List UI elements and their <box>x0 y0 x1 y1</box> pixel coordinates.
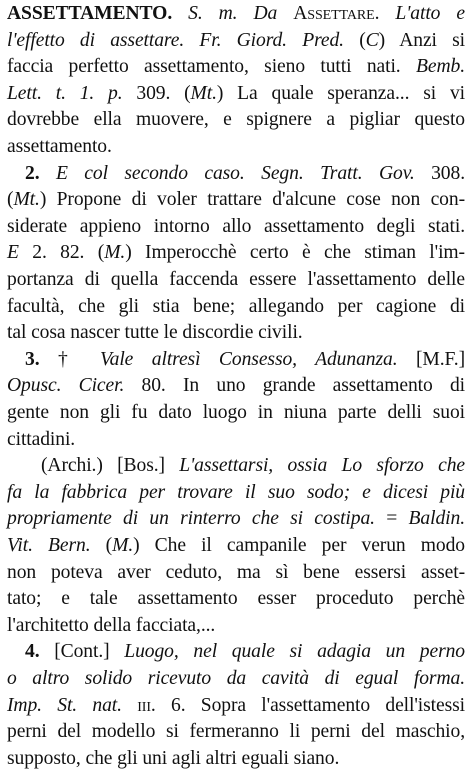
entry-text-segment: ) Che il campanile per verun modo <box>133 535 465 556</box>
entry-text-segment: 4. <box>25 641 55 663</box>
entry-text-segment: tal cosa nascer tutte le discordie civili. <box>7 322 303 344</box>
entry-text-segment: perni del modello si fermeranno li perni del maschio, <box>7 721 465 743</box>
entry-line <box>25 639 465 665</box>
entry-line <box>7 719 465 745</box>
entry-text-segment: iii <box>137 694 151 716</box>
entry-text-segment: [Cont.] <box>54 641 125 663</box>
entry-line <box>7 54 465 80</box>
entry-text-segment: ( <box>343 29 366 51</box>
entry-line <box>7 187 465 213</box>
entry-text-segment <box>122 695 137 716</box>
entry-line <box>7 613 215 639</box>
entry-text-segment: L'assettarsi, ossia Lo sforzo che <box>179 455 465 477</box>
entry-line <box>7 81 465 107</box>
entry-text-segment: faccia perfetto assettamento, sieno tutti nati. <box>7 56 416 78</box>
entry-text-segment: 80. In uno grande assettamento di <box>124 375 465 397</box>
entry-line <box>7 294 465 320</box>
entry-text-segment: ( <box>7 189 14 211</box>
entry-text-segment: S. m. Da <box>172 3 294 24</box>
entry-text-segment: ) La quale speranza... si vi <box>216 82 465 104</box>
entry-text-segment: 2. 82. ( <box>18 242 105 264</box>
entry-text-segment: ( <box>90 535 113 556</box>
entry-line <box>7 746 339 772</box>
entry-text-segment: ) Propone di voler trattare d'alcune cose non con- <box>39 189 465 211</box>
entry-text-segment: cittadini. <box>7 428 76 450</box>
entry-line <box>7 1 465 27</box>
entry-text-segment: l'effetto di assettare. Fr. Giord. Pred. <box>7 29 344 51</box>
entry-text-segment: supposto, che gli uni agli altri eguali siano. <box>7 747 340 769</box>
entry-line <box>7 666 465 692</box>
entry-text-segment: 3. <box>25 348 59 370</box>
entry-text-segment: [M.F.] <box>397 348 466 370</box>
entry-text-segment: Vale altresì Consesso, Adunanza. <box>99 348 398 370</box>
entry-line <box>7 267 465 293</box>
entry-line <box>7 560 465 586</box>
entry-text-segment: tato; e tale assettamento esser proceduto perchè <box>7 588 465 610</box>
entry-line <box>7 586 465 612</box>
entry-text-segment: l'architetto della facciata,... <box>7 614 216 636</box>
entry-text-segment: facultà, che gli stia bene; allegando per cagione di <box>7 295 465 317</box>
entry-text-segment: = <box>374 508 409 530</box>
entry-text-segment: 309. ( <box>122 82 191 104</box>
entry-line <box>7 480 465 506</box>
entry-text-segment: siderate appieno intorno allo assettamento degli stati. <box>7 215 465 237</box>
entry-text-segment: Mt. <box>190 82 217 104</box>
entry-line <box>7 28 465 54</box>
entry-text-segment: . 6. Sopra l'assettamento dell'istessi <box>150 694 465 716</box>
entry-text-segment: ) Imperocchè certo è che stiman l'im- <box>125 242 465 264</box>
entry-text-segment: Lett. t. 1. p. <box>7 82 123 104</box>
entry-line <box>7 400 465 426</box>
entry-line <box>7 533 465 559</box>
entry-text-segment: ASSETTAMENTO. <box>7 3 173 24</box>
entry-text-segment: E <box>7 242 19 264</box>
entry-text-segment: Mt. <box>13 189 40 211</box>
entry-line <box>7 240 465 266</box>
entry-text-segment: Baldin. <box>408 508 465 530</box>
entry-text-segment: ) Anzi si <box>378 29 465 51</box>
entry-text-segment: o altro solido ricevuto da cavità di egual forma. <box>7 668 465 689</box>
entry-text-segment: fa la fabbrica per trovare il suo sodo; e dicesi più <box>7 481 465 503</box>
entry-text-segment: † <box>58 348 100 370</box>
entry-text-segment: (Archi.) [Bos.] <box>41 455 180 477</box>
entry-line <box>7 320 303 346</box>
entry-line <box>7 506 465 532</box>
entry-text-segment: Opusc. Cicer. <box>7 375 125 397</box>
entry-text-segment: C <box>365 29 379 51</box>
entry-text-segment: assettamento. <box>7 136 112 157</box>
entry-text-segment: E col secondo caso. Segn. Tratt. Gov. <box>55 162 415 184</box>
entry-text-segment: non poteva aver ceduto, ma sì bene essersi asset- <box>7 561 465 583</box>
entry-line <box>41 453 465 479</box>
entry-line <box>25 347 465 373</box>
entry-text-segment: propriamente di un rinterro che si costipa. <box>7 508 375 530</box>
entry-text-segment: M. <box>112 535 134 556</box>
entry-text-segment: Bemb. <box>415 56 465 78</box>
entry-text-segment: Vit. Bern. <box>7 535 91 556</box>
entry-text-segment: Imp. St. nat. <box>7 694 122 716</box>
entry-text-segment: L'atto e <box>395 3 465 24</box>
entry-line <box>7 214 465 240</box>
entry-line <box>7 134 112 160</box>
entry-line <box>7 427 75 453</box>
entry-line <box>25 161 465 187</box>
entry-text-segment: . <box>374 3 396 24</box>
entry-text-segment: Assettare <box>293 3 375 24</box>
entry-text-segment: 2. <box>25 162 56 184</box>
entry-line <box>7 373 465 399</box>
entry-line <box>7 693 465 719</box>
entry-text-segment: 308. <box>414 162 466 184</box>
entry-text-segment: portanza di quella faccenda essere l'assettamento delle <box>7 269 465 290</box>
entry-text-segment: M. <box>104 242 126 264</box>
entry-text-segment: Luogo, nel quale si adagia un perno <box>124 641 465 663</box>
entry-text-segment: gente non gli fu dato luogo in niuna parte delli suoi <box>7 402 465 423</box>
entry-text-segment: dovrebbe ella muovere, e spignere a pigliar questo <box>7 109 465 131</box>
entry-line <box>7 107 465 133</box>
